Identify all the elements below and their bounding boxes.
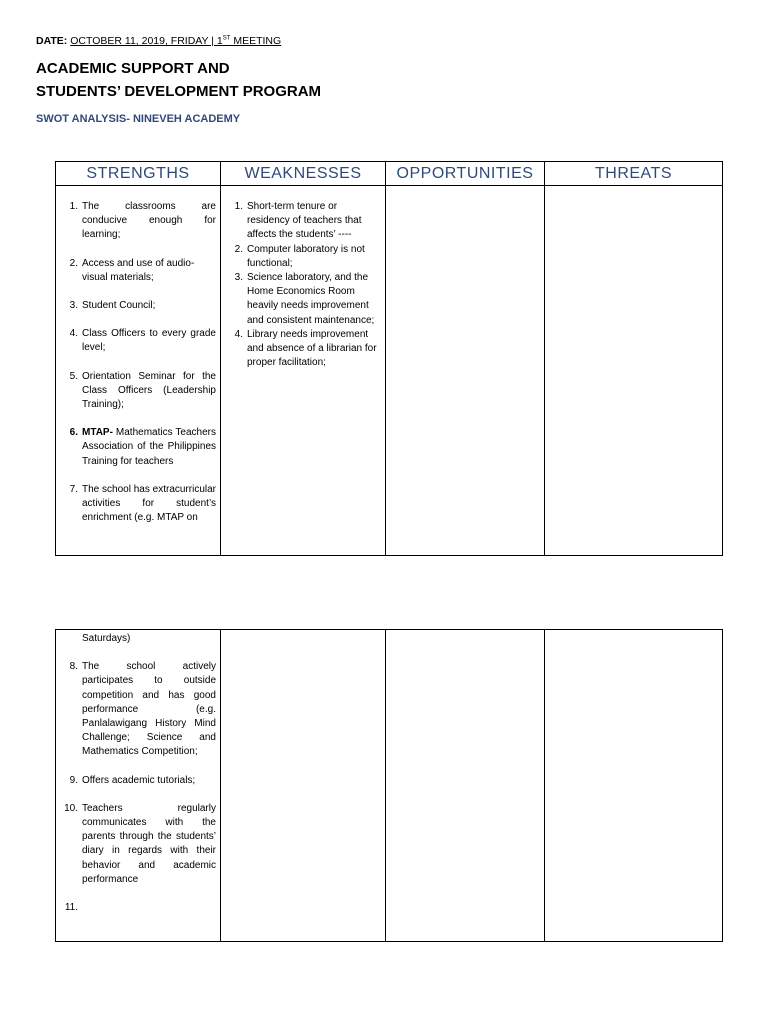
list-item: 9. Offers academic tutorials; [69,774,196,786]
list-item: 3. Student Council; [69,300,156,312]
document-title-line2: STUDENTS’ DEVELOPMENT PROGRAM [36,83,322,100]
list-item: 3. Science laboratory, and the Home Economics Room heavily needs improvement and consistent maintenance; [234,272,375,326]
strengths-continuation-text: Saturdays) [82,633,131,644]
list-item: 8. The school actively participates to outside competition and has good performance (e.g. Panlalawigang History Mind Challenge; Science and Mathematics Competition; [69,661,216,758]
list-item: 1. The classrooms are conducive enough for learning; [69,201,216,241]
list-item: 2. Access and use of audio-visual materials; [69,257,195,283]
swot-table-page1 [55,161,723,556]
header-strengths: STRENGTHS [56,162,221,186]
weaknesses-cell [221,186,386,556]
list-item: 10. Teachers regularly communicates with the parents through the students’ diary in regards with their behavior and academic performance [64,802,216,885]
threats-cell-continued [545,630,723,942]
swot-header-row [56,162,723,186]
strengths-cell-continued [56,630,221,942]
threats-cell [545,186,723,556]
date-label: DATE: [36,35,68,47]
header-opportunities: OPPORTUNITIES [386,162,545,186]
date-line [36,35,281,47]
list-item: 5. Orientation Seminar for the Class Officers (Leadership Training); [69,370,216,411]
weaknesses-list [225,200,381,370]
opportunities-cell [386,186,545,556]
list-item: 2. Computer laboratory is not functional; [234,243,365,269]
strengths-list [60,200,216,525]
strengths-list-continued [60,660,216,915]
header-weaknesses: WEAKNESSES [221,162,386,186]
strengths-cell [56,186,221,556]
swot-body-row-continued [56,630,723,942]
header-threats: THREATS [545,162,723,186]
list-item: 6. MTAP- Mathematics Teachers Association of the Philippines Training for teachers [69,427,216,467]
swot-body-row [56,186,723,556]
list-item: 4. Class Officers to every grade level; [69,328,216,354]
list-item: 11. [64,902,78,914]
date-value: OCTOBER 11, 2019, FRIDAY | 1ST MEETING [70,35,282,47]
list-item: 1. Short-term tenure or residency of teachers that affects the students’ ---- [234,201,362,241]
list-item: 7. The school has extracurricular activities for student’s enrichment (e.g. MTAP on [69,483,216,524]
weaknesses-cell-continued [221,630,386,942]
document-title-line1: ACADEMIC SUPPORT AND [36,60,230,77]
opportunities-cell-continued [386,630,545,942]
swot-table-page2 [55,629,723,942]
list-item: 4. Library needs improvement and absence of a librarian for proper facilitation; [234,328,377,369]
document-subtitle: SWOT ANALYSIS- NINEVEH ACADEMY [36,113,241,125]
